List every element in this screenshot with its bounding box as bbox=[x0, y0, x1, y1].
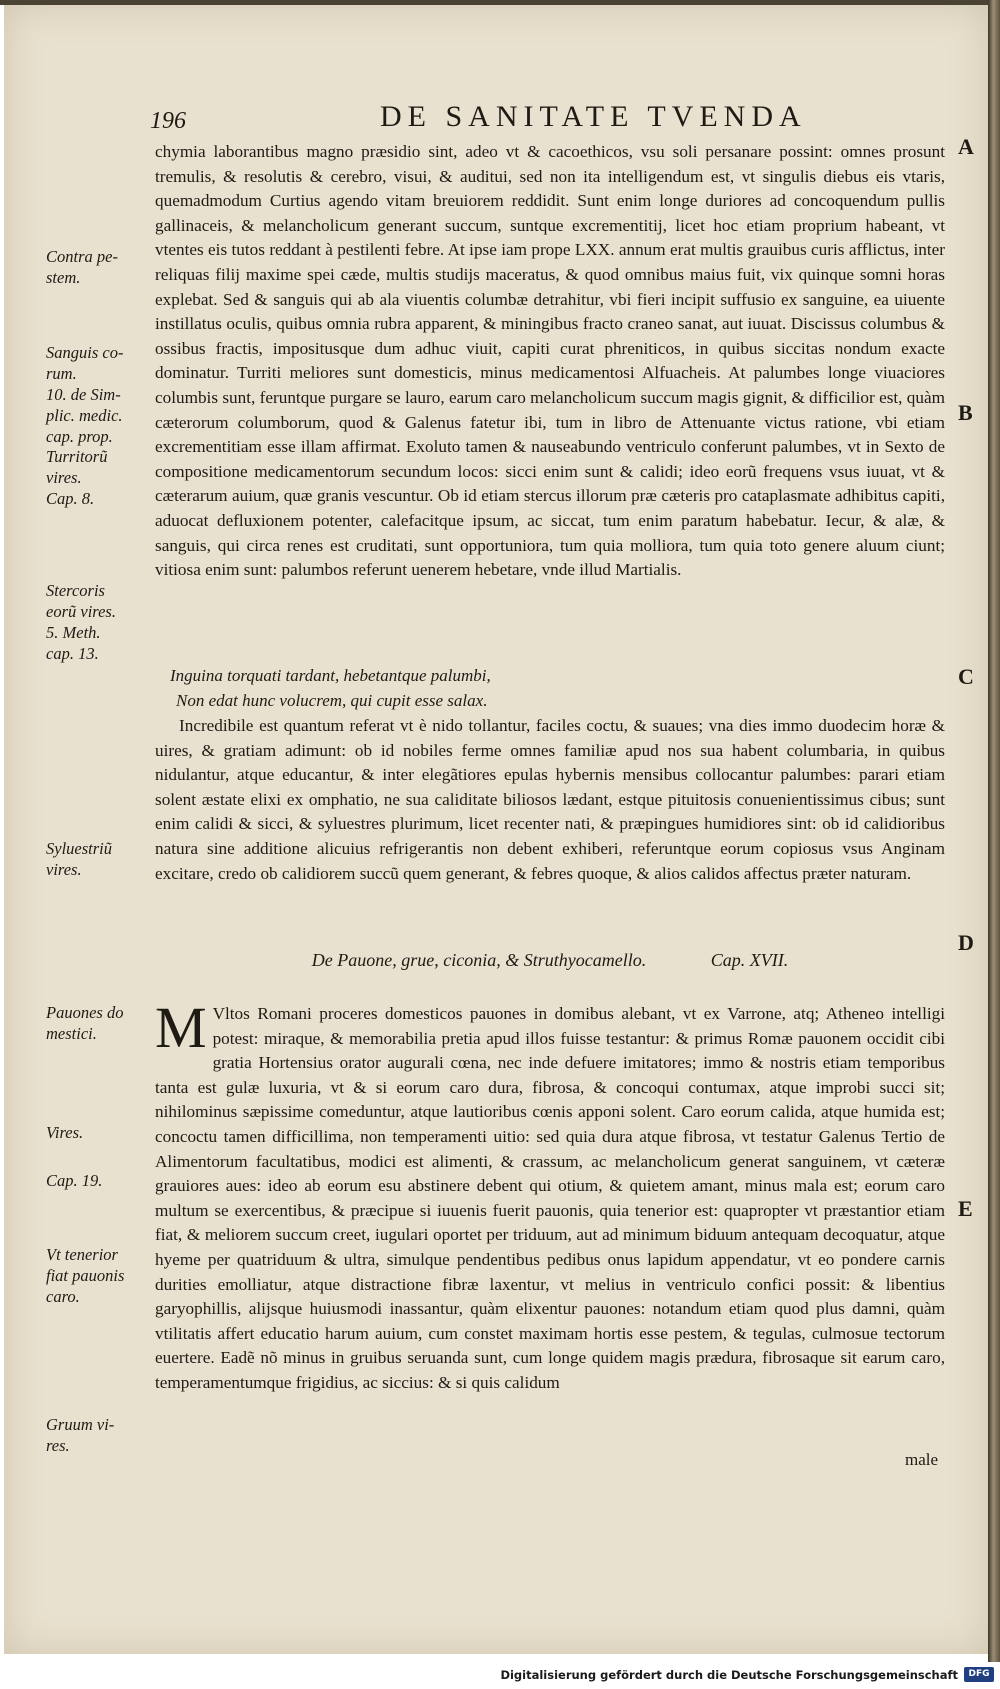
marginal-note: Contra pe- stem. bbox=[46, 247, 118, 287]
chapter-number: Cap. XVII. bbox=[710, 950, 789, 970]
marginal-note: Gruum vi- res. bbox=[46, 1415, 115, 1455]
paragraph: Incredibile est quantum referat vt è nido tollantur, faciles coctu, & suaues; vna dies immo duodecim horæ & uires, & gratiam adimunt: ob id nobiles ferme omnes familiæ apud nos sua habent columbaria, in quibus nidulantur, atque educantur, & inter elegãtiores epulas hybernis mensibus collocantur palumbes: parari etiam solent æstate elixi ex omphatio, ne sua caliditate biliosos lædant, estque pituitosis conuenientissimus cibus; sunt enim calidi & sicci, & syluestres plurimum, licet recenter nati, & præpingues humidiores sint: ob id calidioribus natura sine additione alicuius refrigerantis non debent exhiberi, referuntque eorum copiosus vsus Anginam excitare, credo ob calidiorem succũ quem generant, & febres quoque, & alios calidos affectus præter naturam. bbox=[155, 716, 945, 883]
marginal-note: Vt tenerior fiat pauonis caro. bbox=[46, 1245, 125, 1306]
dfg-logo-text: DFG bbox=[968, 1669, 990, 1679]
dfg-logo-icon bbox=[964, 1667, 994, 1682]
paragraph: chymia laborantibus magno præsidio sint, adeo vt & cacoethicos, vsu soli persanare possint: omnes prosunt tremulis, & resolutis & cerebro, visui, & auditui, sed non ita intelligendum est, vt singulis diebus eis vtaris, quemadmodum Curtius agendo vitam breuiorem reddidit. Sunt enim longe duriores ad concoquendum pullis gallinaceis, & melancholicum generant succum, suntque excrementitij, licet hoc etiam proprium habeant, vt vtentes eis tutos reddant à pestilenti febre. At ipse iam prope LXX. annum erat multis grauibus curis afflictus, inter reliquas filij maxime spei cæde, multis studijs maceratus, & quod omnibus maius fuit, vix quinque somni horas explebat. Sed & sanguis qui ab ala viuentis columbæ detrahitur, vbi fieri incipit suffusio ex sanguine, ea uiuente instillatus oculis, quibus omnia rubra apparent, & miningibus fracto craneo sanat, aut iuuat. Discissus columbus & ossibus fractis, impositusque dum adhuc viuit, capiti curat phreniticos, in quibus siccitas nondum exacte dominatur. Turriti meliores sunt domesticis, minus medicamentosi Alfuacheis. At palumbes longe viuaciores columbis sunt, feruntque purgare se lauro, earum caro melancholicum succum magis gignit, & difficilior est, quàm cæterorum columborum, quod & Galenus fatetur ibi, tum in libro de Attenuante victus ratione, vbi etiam excrementitiam esse illam affirmat. Exoluto tamen & nauseabundo ventriculo conferunt palumbes, vt in Sexto de compositione medicamentorum secundum locos: sicci enim sunt & calidi; ideo eorũ frequens vsus iuuat, vt & cæterarum auium, quæ granis vescuntur. Ob id etiam stercus illorum præ cæteris pro cataplasmate adhibitus capiti, aduocat defluxionem potenter, calefacitque ipsum, ac siccat, tum enim paratum habebatur. Iecur, & alæ, & sanguis, qui circa renes est cruditati, sunt opportuniora, tum quia molliora, tum quia toto genere aluum ciunt; vitiosa enim sunt: palumbos referunt uenerem hebetare, vnde illud Martialis. bbox=[155, 142, 945, 580]
verse-quote bbox=[170, 664, 870, 713]
page-number: 196 bbox=[150, 108, 186, 134]
verse-line: Inguina torquati tardant, hebetantque palumbi, bbox=[170, 666, 491, 685]
margin-letter-e: E bbox=[958, 1196, 973, 1221]
footer-bar bbox=[0, 1664, 1000, 1689]
margin-letter-a: A bbox=[958, 134, 974, 159]
running-head bbox=[40, 100, 920, 136]
top-edge bbox=[0, 0, 1000, 5]
margin-letter-b: B bbox=[958, 400, 973, 425]
marginal-note: Syluestriũ vires. bbox=[46, 839, 112, 879]
marginal-note: Pauones do mestici. bbox=[46, 1003, 124, 1043]
chapter-heading bbox=[155, 950, 945, 971]
margin-letter-c: C bbox=[958, 664, 974, 689]
marginal-note: Sanguis co- rum. 10. de Sim- plic. medic. cap. prop. bbox=[46, 343, 124, 446]
binding-edge bbox=[988, 0, 1000, 1662]
drop-cap: M bbox=[155, 995, 207, 1060]
chapter-title: De Pauone, grue, ciconia, & Struthyocamello. bbox=[311, 950, 647, 970]
verse-line: Non edat hunc volucrem, qui cupit esse salax. bbox=[176, 690, 488, 710]
header-title: DE SANITATE TVENDA bbox=[380, 100, 807, 133]
body-text-upper bbox=[155, 140, 945, 583]
margin-letter-d: D bbox=[958, 930, 974, 955]
chapter-body bbox=[155, 995, 945, 1396]
footer-credit: Digitalisierung gefördert durch die Deutsche Forschungsgemeinschaft bbox=[500, 1668, 958, 1682]
marginal-note: Vires. bbox=[46, 1123, 84, 1142]
marginal-note: Stercoris eorũ vires. 5. Meth. cap. 13. bbox=[46, 581, 116, 663]
marginal-note: Turritorũ vires. Cap. 8. bbox=[46, 447, 108, 508]
body-text-middle bbox=[155, 714, 945, 886]
marginal-note: Cap. 19. bbox=[46, 1171, 103, 1190]
paragraph: Vltos Romani proceres domesticos pauones in domibus alebant, vt ex Varrone, atq; Atheneo intelligi potest: miraque, & memorabilia pretia apud illos fuisse testantur: & primus Romæ pauonem occidit cibi gratia Hortensius orator augurali cœna, nec inde defuere imitatores; immo & nostris etiam temporibus tanta est gulæ luxuria, vt & si eorum caro dura, fibrosa, & concoqui contumax, atque improbi succi sit; nihilominus sæpissime comeduntur, atque lautioribus cœnis apponi solent. Caro eorum calida, atque humida est; concoctu tamen difficillima, non temperamenti uitio: sed quia dura atque fibrosa, vt testatur Galenus Tertio de Alimentorum facultatibus, modici est alimenti, & crassum, ac melancholicum generat sanguinem, vt cæteræ grauiores aues: ideo ab eorum esu abstinere debent qui otium, & quietem amant, minus mala est; eorum caro multum se exercentibus, & præcipue si iuuenis fuerit pauonis, quia tenerior est: quapropter vt præstantior etiam fiat, & meliorem succum creet, iugulari oportet per triduum, aut ad minimum biduum antequam decoquatur, atque hyeme per quatriduum & ultra, simulque pendentibus pedibus onus lapidum appendatur, vt eo pondere carnis durities emolliatur, atque distractione fibræ laxentur, vt melius in ventriculo confici possit: & libentius garyophillis, alijsque huiusmodi inassantur, quàm elixentur pauones: notandum etiam quod plus damni, quàm vtilitatis affert educatio harum auium, cum constet maximam hortis esse pestem, & tegulas, culmosue tectorum euertere. Eadẽ nõ minus in gruibus seruanda sunt, cum longe quidem magis prædura, fibrosaque sit earum caro, temperamentumque frigidius, ac siccius: & si quis calidum bbox=[155, 1004, 945, 1392]
catchword: male bbox=[905, 1450, 939, 1469]
